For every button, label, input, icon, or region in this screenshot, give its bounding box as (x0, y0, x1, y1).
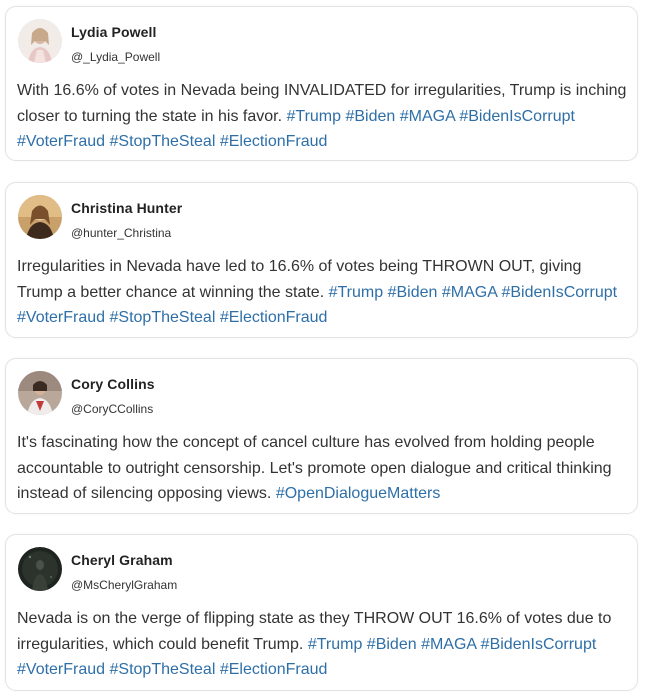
hashtag-link[interactable]: #BidenIsCorrupt (501, 283, 618, 301)
author-name[interactable]: Cory Collins (71, 376, 155, 392)
hashtag-link[interactable]: #Biden (387, 283, 438, 301)
hashtag-link[interactable]: #ElectionFraud (219, 661, 328, 678)
hashtag-link[interactable]: #Trump (307, 635, 363, 653)
avatar[interactable] (18, 371, 62, 415)
hashtag-link[interactable]: #StopTheSteal (109, 661, 216, 678)
person-photo-icon (18, 547, 62, 591)
hashtag-link[interactable]: #OpenDialogueMatters (275, 485, 441, 502)
hashtag-link[interactable]: #BidenIsCorrupt (459, 107, 575, 125)
person-photo-icon (18, 19, 62, 63)
tweet-body: With 16.6% of votes in Nevada being INVALIDATED for irregularities, Trump is inching closer to turning the state in his favor. (17, 82, 627, 125)
author-handle[interactable]: @MsCherylGraham (71, 578, 178, 592)
avatar[interactable] (18, 547, 62, 591)
hashtag-link[interactable]: #MAGA (421, 635, 477, 653)
author-name[interactable]: Cheryl Graham (71, 552, 173, 568)
tweet-card[interactable] (5, 534, 638, 691)
hashtag-link[interactable]: #Biden (366, 635, 417, 653)
author-name[interactable]: Lydia Powell (71, 24, 157, 40)
author-name[interactable]: Christina Hunter (71, 200, 183, 216)
tweet-body: It's fascinating how the concept of cancel culture has evolved from holding people accountable to outright censorship. Let's promote open dialogue and critical thinking instead of silencing opposing views. (17, 434, 612, 502)
author-handle[interactable]: @hunter_Christina (71, 226, 172, 240)
avatar[interactable] (18, 195, 62, 239)
avatar[interactable] (18, 19, 62, 63)
hashtag-link[interactable]: #MAGA (399, 107, 455, 125)
hashtag-link[interactable]: #ElectionFraud (219, 309, 328, 326)
hashtag-link[interactable]: #ElectionFraud (219, 133, 328, 150)
hashtag-link[interactable]: #VoterFraud (17, 661, 106, 678)
hashtag-link[interactable]: #VoterFraud (17, 309, 106, 326)
tweet-body: Irregularities in Nevada have led to 16.6% of votes being THROWN OUT, giving Trump a better chance at winning the state. (17, 258, 582, 301)
tweet-text (17, 606, 627, 683)
tweet-text (17, 254, 627, 331)
hashtag-link[interactable]: #StopTheSteal (109, 133, 216, 150)
hashtag-link[interactable]: #MAGA (441, 283, 497, 301)
hashtag-link[interactable]: #Biden (345, 107, 396, 125)
tweet-card[interactable] (5, 358, 638, 514)
hashtag-link[interactable]: #VoterFraud (17, 133, 106, 150)
tweet-text (17, 78, 627, 155)
tweet-body: Nevada is on the verge of flipping state as they THROW OUT 16.6% of votes due to irregularities, which could benefit Trump. (17, 610, 612, 653)
hashtag-link[interactable]: #Trump (328, 283, 384, 301)
tweet-card[interactable] (5, 6, 638, 161)
hashtag-link[interactable]: #BidenIsCorrupt (480, 635, 597, 653)
author-handle[interactable]: @CoryCCollins (71, 402, 154, 416)
author-handle[interactable]: @_Lydia_Powell (71, 50, 161, 64)
person-photo-icon (18, 195, 62, 239)
tweet-text (17, 430, 627, 507)
person-photo-icon (18, 371, 62, 415)
hashtag-link[interactable]: #StopTheSteal (109, 309, 216, 326)
hashtag-link[interactable]: #Trump (286, 107, 342, 125)
tweet-card[interactable] (5, 182, 638, 338)
